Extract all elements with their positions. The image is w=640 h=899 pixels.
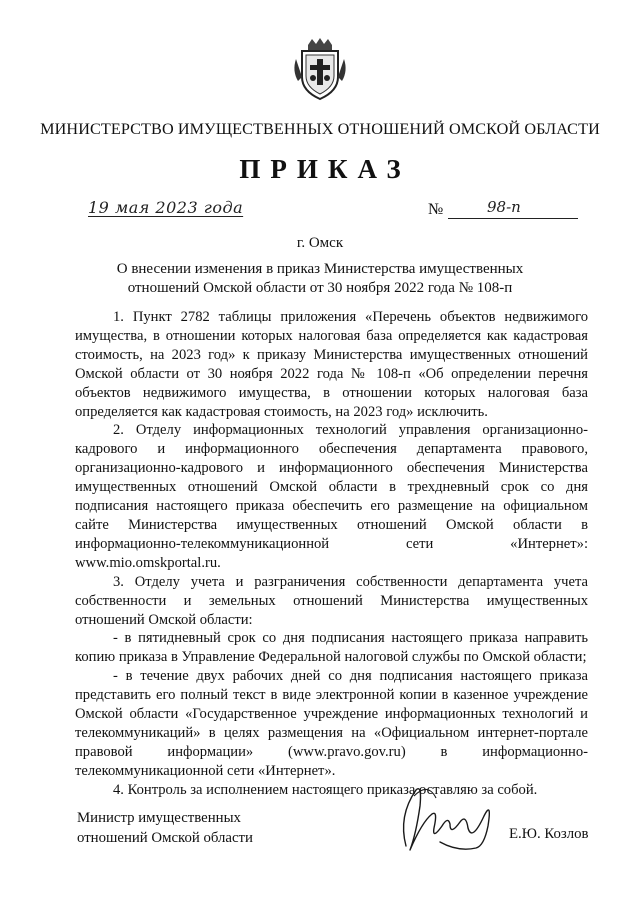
- paragraph-3: 3. Отделу учета и разграничения собственности департамента учета собственности и земельных отношений Министерства имущественных отношений Омской области:: [75, 573, 588, 628]
- handwritten-number: 98-п: [487, 198, 521, 216]
- number-underline: [448, 218, 578, 219]
- paragraph-1: 1. Пункт 2782 таблицы приложения «Перечень объектов недвижимого имущества, в отношении которых налоговая база определяется как кадастровая стоимость, на 2023 год» к приказу Министерства имущественных отношений Омской области от 30 ноября 2022 года № 108-п «Об определении перечня объектов недвижимого имущества, в отношении которых налоговая база определяется как кадастровая стоимость, на 2023 год» исключить.: [75, 309, 588, 420]
- omsk-coat-of-arms-icon: [290, 37, 350, 101]
- subject-line-2: отношений Омской области от 30 ноября 2022 года № 108-п: [127, 280, 513, 296]
- handwritten-signature: [388, 776, 500, 864]
- subject-line-1: О внесении изменения в приказ Министерства имущественных: [116, 261, 524, 277]
- signatory-name: Е.Ю. Козлов: [509, 826, 589, 842]
- handwritten-date: 19 мая 2023 года: [88, 198, 244, 217]
- paragraph-3-bullet-1: - в пятидневный срок со дня подписания настоящего приказа направить копию приказа в Управление Федеральной налоговой службы по Омской области;: [75, 630, 588, 666]
- signatory-role-line-1: Министр имущественных: [77, 810, 241, 826]
- document-type-title: ПРИКАЗ: [239, 154, 411, 184]
- signatory-role-line-2: отношений Омской области: [77, 830, 253, 846]
- document-body: [75, 308, 588, 800]
- paragraph-3-bullet-2: - в течение двух рабочих дней со дня подписания настоящего приказа представить его полный текст в виде электронной копии в казенное учреждение Омской области «Государственное учреждение информационных технологий и телекоммуникаций» в целях размещения на «Официальном интернет-портале правовой информации» (www.pravo.gov.ru) в информационно-телекоммуникационной сети «Интернет».: [75, 668, 588, 779]
- document-subject: [100, 260, 540, 298]
- number-label: №: [428, 201, 444, 218]
- city-line: г. Омск: [296, 235, 344, 251]
- signatory-role: [77, 808, 253, 848]
- paragraph-4: 4. Контроль за исполнением настоящего приказа оставляю за собой.: [113, 781, 538, 798]
- ministry-name: МИНИСТЕРСТВО ИМУЩЕСТВЕННЫХ ОТНОШЕНИЙ ОМСКОЙ ОБЛАСТИ: [40, 120, 600, 138]
- paragraph-2: 2. Отделу информационных технологий управления организационно-кадрового и информационного обеспечения департамента правового, организационно-кадрового и информационного обеспечения Министерства имущественных отношений Омской области в трехдневный срок со дня подписания настоящего приказа обеспечить его размещение на официальном сайте Министерства имущественных отношений Омской области в информационно-телекоммуникационной сети «Интернет»: www.mio.omskportal.ru.: [75, 422, 588, 571]
